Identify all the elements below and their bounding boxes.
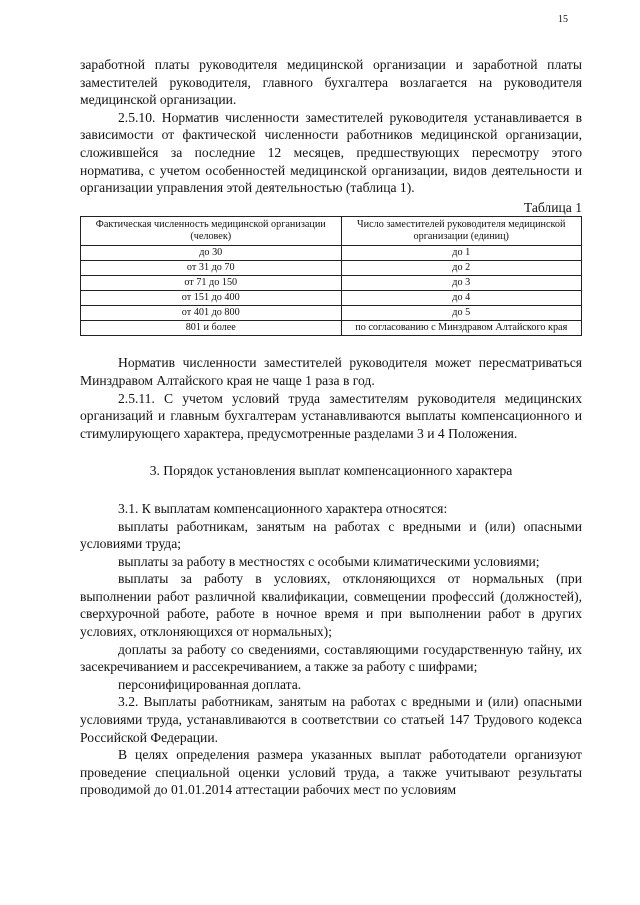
- paragraph: Норматив численности заместителей руководителя может пересматриваться Минздравом Алтайского края не чаще 1 раза в год.: [80, 355, 582, 388]
- table-cell: до 1: [341, 246, 581, 261]
- table-cell: 801 и более: [81, 321, 342, 336]
- table-cell: от 401 до 800: [81, 306, 342, 321]
- list-item: персонифицированная доплата.: [118, 676, 302, 692]
- list-item: доплаты за работу со сведениями, составляющими государственную тайну, их засекречиванием и рассекречиванием, а также за работу с шифрами;: [80, 641, 582, 675]
- section-title: 3. Порядок установления выплат компенсационного характера: [149, 463, 513, 479]
- table-cell: до 4: [341, 291, 581, 306]
- list-item: выплаты за работу в местностях с особыми климатическими условиями;: [118, 553, 540, 569]
- table-row: [81, 246, 582, 261]
- table-row: [81, 261, 582, 276]
- paragraph: 3.2. Выплаты работникам, занятым на работах с вредными и (или) опасными условиями труда, устанавливаются в соответствии со статьей 147 Трудового кодекса Российской Федерации.: [80, 694, 582, 745]
- table-row: [81, 291, 582, 306]
- table-cell: от 151 до 400: [81, 291, 342, 306]
- table-row: [81, 306, 582, 321]
- paragraph: В целях определения размера указанных выплат работодатели организуют проведение специальной оценки условий труда, а также учитывают результаты проводимой до 01.01.2014 аттестации рабочих мест по условиям: [80, 747, 582, 798]
- paragraph: 2.5.10. Норматив численности заместителей руководителя устанавливается в зависимости от фактической численности работников медицинской организации, сложившейся за последние 12 месяцев, предшествующих пересмотру этого норматива, с учетом особенностей медицинской организации, видов деятельности и организации управления этой деятельностью (таблица 1).: [80, 109, 582, 196]
- paragraph: 2.5.11. С учетом условий труда заместителям руководителя медицинских организаций и главным бухгалтерам устанавливаются выплаты компенсационного и стимулирующего характера, предусмотренные разделами 3 и 4 Положения.: [80, 390, 582, 441]
- paragraph: заработной платы руководителя медицинской организации и заработной платы заместителей руководителя, главного бухгалтера возлагается на руководителя медицинской организации.: [80, 57, 582, 108]
- table-cell: до 30: [81, 246, 342, 261]
- staffing-table: [80, 216, 582, 336]
- page-number: 15: [558, 14, 568, 25]
- paragraph: 3.1. К выплатам компенсационного характера относятся:: [118, 500, 448, 516]
- table-cell: до 2: [341, 261, 581, 276]
- document-body: [80, 56, 582, 799]
- table-cell: до 3: [341, 276, 581, 291]
- table-cell: по согласованию с Минздравом Алтайского края: [341, 321, 581, 336]
- table-cell: от 31 до 70: [81, 261, 342, 276]
- list-item: выплаты за работу в условиях, отклоняющихся от нормальных (при выполнении работ различной квалификации, совмещении профессий (должностей), сверхурочной работе, работе в ночное время и при выполнении работ в других условиях, отклоняющихся от нормальных);: [80, 571, 582, 640]
- table-cell: от 71 до 150: [81, 276, 342, 291]
- table-caption: Таблица 1: [523, 199, 582, 215]
- table-header-row: [81, 217, 582, 246]
- table-header-cell: Фактическая численность медицинской организации (человек): [81, 217, 342, 246]
- list-item: выплаты работникам, занятым на работах с вредными и (или) опасными условиями труда;: [80, 518, 582, 552]
- table-row: [81, 321, 582, 336]
- table-row: [81, 276, 582, 291]
- table-header-cell: Число заместителей руководителя медицинской организации (единиц): [341, 217, 581, 246]
- table-cell: до 5: [341, 306, 581, 321]
